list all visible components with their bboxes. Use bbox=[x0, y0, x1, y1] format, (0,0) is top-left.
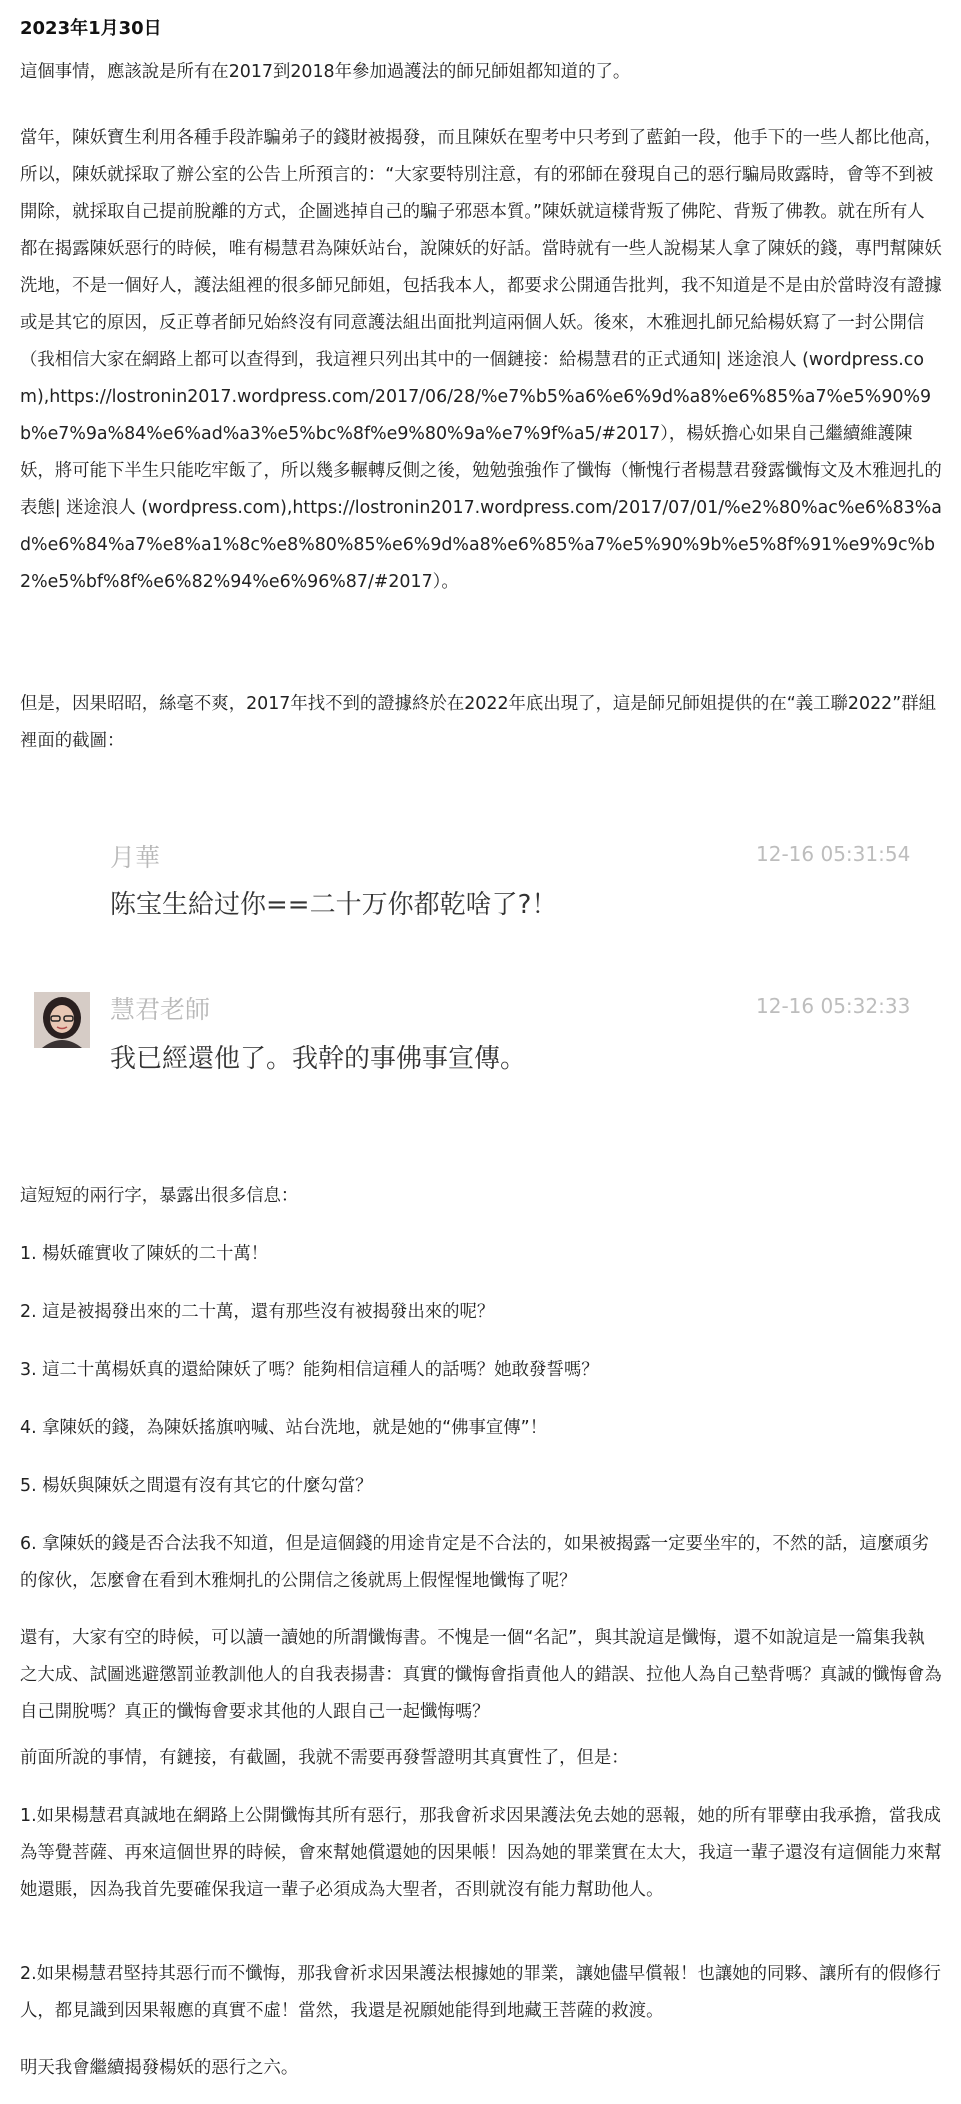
paragraph-condition-2: 2.如果楊慧君堅持其惡行而不懺悔，那我會祈求因果護法根據她的罪業，讓她儘早償報！也讓她的同夥、讓所有的假修行人，都見識到因果報應的真實不虛！當然，我還是祝願她能得到地藏王菩薩的救渡。 bbox=[20, 1964, 941, 2021]
paragraph-intro: 這個事情，應該說是所有在2017到2018年參加過護法的師兄師姐都知道的了。 bbox=[20, 62, 631, 82]
chat-message: 我已經還他了。我幹的事佛事宣傳。 bbox=[110, 1044, 527, 1074]
list-item: 2. 這是被揭發出來的二十萬，還有那些沒有被揭發出來的呢？ bbox=[20, 1302, 495, 1322]
list-item: 4. 拿陳妖的錢，為陳妖搖旗吶喊、站台洗地，就是她的“佛事宣傳”！ bbox=[20, 1418, 548, 1438]
list-item: 5. 楊妖與陳妖之間還有沒有其它的什麼勾當？ bbox=[20, 1476, 373, 1496]
paragraph-confession-critique: 還有，大家有空的時候，可以讀一讀她的所謂懺悔書。不愧是一個“名記”，與其說這是懺悔，還不如說這是一篇集我執之大成、試圖逃避懲罰並教訓他人的自我表揚書：真實的懺悔會指責他人的錯誤、拉他人為自己墊背嗎？真誠的懺悔會為自己開脫嗎？真正的懺悔會要求其他的人跟自己一起懺悔嗎？ bbox=[20, 1628, 942, 1722]
chat-sender-name: 慧君老師 bbox=[110, 995, 211, 1024]
paragraph-condition-1: 1.如果楊慧君真誠地在網路上公開懺悔其所有惡行，那我會祈求因果護法免去她的惡報，她的所有罪孽由我承擔，當我成為等覺菩薩、再來這個世界的時候，會來幫她償還她的因果帳！因為她的罪業實在太大，我這一輩子還沒有這個能力來幫她還賬，因為我首先要確保我這一輩子必須成為大聖者，否則就沒有能力幫助他人。 bbox=[20, 1806, 942, 1900]
avatar bbox=[34, 992, 90, 1048]
avatar-portrait-icon bbox=[34, 992, 90, 1048]
article-date: 2023年1月30日 bbox=[20, 18, 162, 39]
paragraph-background: 當年，陳妖寶生利用各種手段詐騙弟子的錢財被揭發，而且陳妖在聖考中只考到了藍鉑一段，他手下的一些人都比他高，所以，陳妖就採取了辦公室的公告上所預言的：“大家要特別注意，有的邪師在發現自己的惡行騙局敗露時，會等不到被開除，就採取自己提前脫離的方式，企圖逃掉自己的騙子邪惡本質。”陳妖就這樣背叛了佛陀、背叛了佛教。就在所有人都在揭露陳妖惡行的時候，唯有楊慧君為陳妖站台，說陳妖的好話。當時就有一些人說楊某人拿了陳妖的錢，專門幫陳妖洗地，不是一個好人，護法組裡的很多師兄師姐，包括我本人，都要求公開通告批判，我不知道是不是由於當時沒有證據或是其它的原因，反正尊者師兄始終沒有同意護法組出面批判這兩個人妖。後來，木雅迥扎師兄給楊妖寫了一封公開信（我相信大家在網路上都可以查得到，我這裡只列出其中的一個鏈接：給楊慧君的正式通知| 迷途浪人 (wordpress.com),https://lostronin2017.wordpress.com/2017/06/28/%e7%b5%a6%e6%9d%a8%e6%85%a7%e5%90%9b%e7%9a%84%e6%ad%a3%e5%bc%8f%e9%80%9a%e7%9f%a5/#2017），楊妖擔心如果自己繼續維護陳妖，將可能下半生只能吃牢飯了，所以幾多輾轉反側之後，勉勉強強作了懺悔（慚愧行者楊慧君發露懺悔文及木雅迥扎的表態| 迷途浪人 (wordpress.com),https://lostronin2017.wordpress.com/2017/07/01/%e2%80%ac%e6%83%ad%e6%84%a7%e8%a1%8c%e8%80%85%e6%9d%a8%e6%85%a7%e5%90%9b%e5%8f%91%e9%9c%b2%e5%bf%8f%e6%82%94%e6%96%87/#2017）。 bbox=[20, 128, 942, 592]
paragraph-summary-intro: 這短短的兩行字，暴露出很多信息： bbox=[20, 1186, 299, 1206]
paragraph-evidence: 前面所說的事情，有鏈接，有截圖，我就不需要再發誓證明其真實性了，但是： bbox=[20, 1748, 629, 1768]
paragraph-closing: 明天我會繼續揭發楊妖的惡行之六。 bbox=[20, 2058, 299, 2078]
list-item: 6. 拿陳妖的錢是否合法我不知道，但是這個錢的用途肯定是不合法的，如果被揭露一定要坐牢的，不然的話，這麼頑劣的傢伙，怎麼會在看到木雅炯扎的公開信之後就馬上假惺惺地懺悔了呢？ bbox=[20, 1534, 930, 1591]
list-item: 1. 楊妖確實收了陳妖的二十萬！ bbox=[20, 1244, 269, 1264]
chat-timestamp: 12-16 05:31:54 bbox=[756, 842, 911, 866]
paragraph-screenshot-intro: 但是，因果昭昭，絲毫不爽，2017年找不到的證據終於在2022年底出現了，這是師兄師姐提供的在“義工聯2022”群組裡面的截圖： bbox=[20, 694, 936, 751]
chat-timestamp: 12-16 05:32:33 bbox=[756, 994, 911, 1018]
list-item: 3. 這二十萬楊妖真的還給陳妖了嗎？能夠相信這種人的話嗎？她敢發誓嗎？ bbox=[20, 1360, 599, 1380]
chat-sender-name: 月華 bbox=[110, 843, 161, 872]
chat-message: 陈宝生給过你==二十万你都乾啥了?！ bbox=[110, 890, 558, 920]
